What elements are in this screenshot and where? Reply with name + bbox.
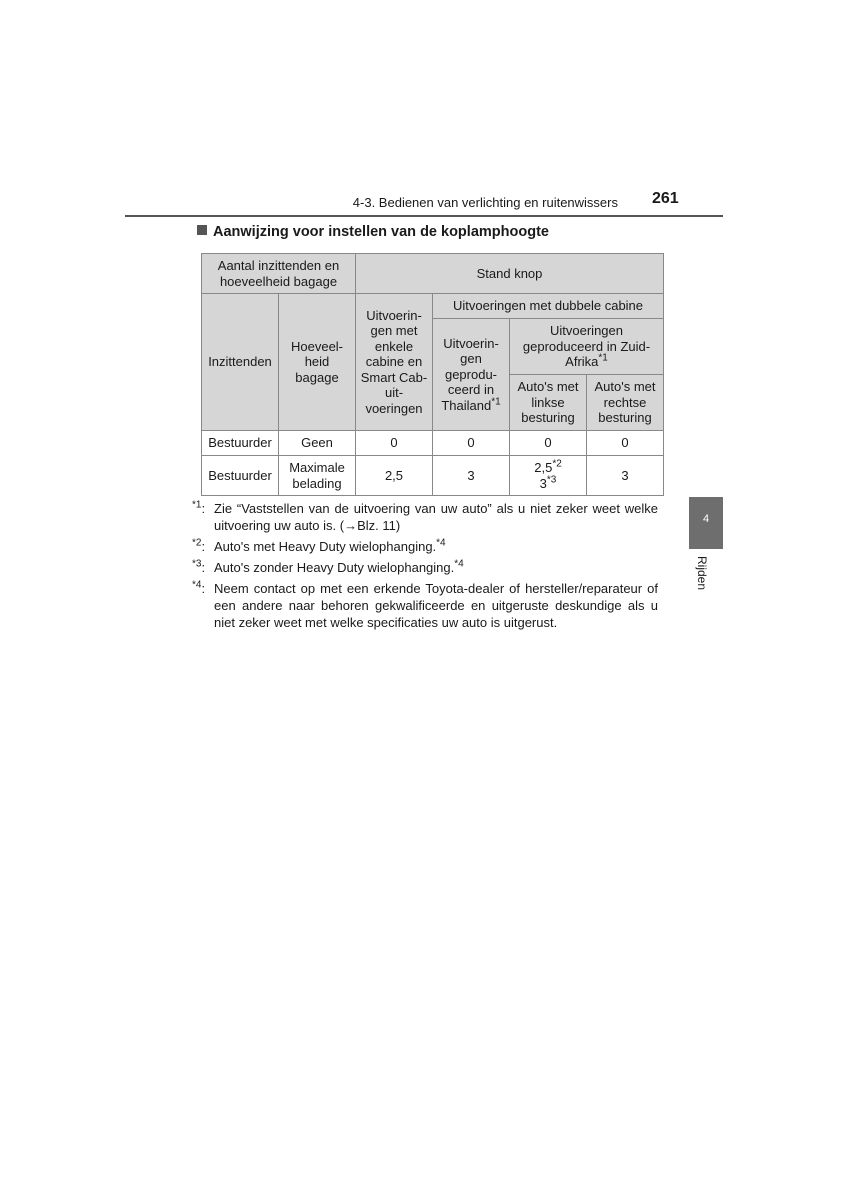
header-south-africa — [510, 319, 664, 375]
footnote-mark: *4 — [192, 579, 202, 591]
header-luggage: Hoeveel-heid bagage — [279, 294, 356, 431]
cell-lhd-value-2: 3 — [539, 475, 547, 491]
footnote-ref: *1 — [598, 352, 608, 364]
footnote-ref: *4 — [454, 558, 464, 570]
footnote-ref: *3 — [546, 474, 557, 486]
footnote: $^{*3}$: Auto's zonder Heavy Duty wielophanging.$^{*4}$ — [192, 558, 464, 575]
footnote-text: Zie “Vaststellen van de uitvoering van uw auto” als u niet zeker weet welke uitvoering uw auto is. (→Blz. 11) — [214, 501, 658, 533]
table-row — [202, 431, 664, 456]
header-single-cab: Uitvoerin-gen met enkele cabine en Smart Cab-uit-voeringen — [356, 294, 433, 431]
footnote-text: Neem contact op met een erkende Toyota-dealer of hersteller/reparateur of een andere naar behoren gekwalificeerde en uitgeruste deskundige als u niet zeker weet met welke specificaties uw auto is uitgerust. — [214, 581, 658, 630]
cell-thailand: 3 — [433, 456, 510, 496]
cell-lhd-value-1: 2,5 — [534, 460, 553, 475]
cell-occupants: Bestuurder — [202, 431, 279, 456]
cell-thailand: 0 — [433, 431, 510, 456]
footnote-ref: *4 — [436, 537, 446, 549]
footnote-mark: *1 — [192, 499, 202, 511]
cell-single-cab: 0 — [356, 431, 433, 456]
square-bullet-icon — [197, 225, 207, 235]
chapter-label: Rijden — [695, 556, 709, 591]
footnote: $^{*1}$: Zie “Vaststellen van de uitvoering van uw auto” als u niet zeker weet welke uitvoering uw auto is. (→Blz. 11) — [192, 499, 658, 533]
cell-rhd: 3 — [587, 456, 664, 496]
header-section-title: 4-3. Bedienen van verlichting en ruitenwissers — [352, 195, 618, 210]
table-row — [202, 456, 664, 496]
footnote: $^{*2}$: Auto's met Heavy Duty wielophanging.$^{*4}$ — [192, 537, 446, 554]
header-divider — [125, 215, 723, 217]
chapter-tab: 4 — [689, 497, 723, 549]
header-thailand-text: Uitvoerin-gen geprodu-ceerd in Thailand — [441, 335, 499, 413]
cell-luggage: Maximale belading — [279, 456, 356, 496]
footnote-text: Auto's zonder Heavy Duty wielophanging. — [214, 560, 455, 575]
footnote-mark: *2 — [192, 537, 202, 549]
footnote-ref: *1 — [491, 396, 501, 408]
cell-lhd: 0 — [510, 431, 587, 456]
section-heading-text: Aanwijzing voor instellen van de koplamphoogte — [213, 224, 549, 240]
footnote: $^{*4}$: Neem contact op met een erkende Toyota-dealer of hersteller/reparateur of een andere naar behoren gekwalificeerde en uitgeruste deskundige als u niet zeker weet met welke specificaties uw auto is uitgerust. — [192, 579, 658, 630]
header-occupants: Inzittenden — [202, 294, 279, 431]
header-switch-position: Stand knop — [356, 254, 664, 294]
footnote-mark: *3 — [192, 558, 202, 570]
footnotes — [192, 500, 658, 635]
cell-single-cab: 2,5 — [356, 456, 433, 496]
header-double-cab: Uitvoeringen met dubbele cabine — [433, 294, 664, 319]
headlight-level-table — [201, 253, 664, 496]
footnote-text: Auto's met Heavy Duty wielophanging. — [214, 539, 437, 554]
footnote-ref: *2 — [552, 458, 562, 470]
cell-rhd: 0 — [587, 431, 664, 456]
header-occupants-luggage: Aantal inzittenden en hoeveelheid bagage — [202, 254, 356, 294]
cell-lhd — [510, 456, 587, 496]
header-right-hand-drive: Auto's met rechtse besturing — [587, 375, 664, 431]
header-thailand — [433, 319, 510, 431]
cell-occupants: Bestuurder — [202, 456, 279, 496]
page-number: 261 — [652, 190, 679, 207]
header-south-africa-text: Uitvoeringen geproduceerd in Zuid-Afrika — [522, 323, 651, 370]
header-left-hand-drive: Auto's met linkse besturing — [510, 375, 587, 431]
cell-luggage: Geen — [279, 431, 356, 456]
section-heading — [197, 224, 549, 240]
